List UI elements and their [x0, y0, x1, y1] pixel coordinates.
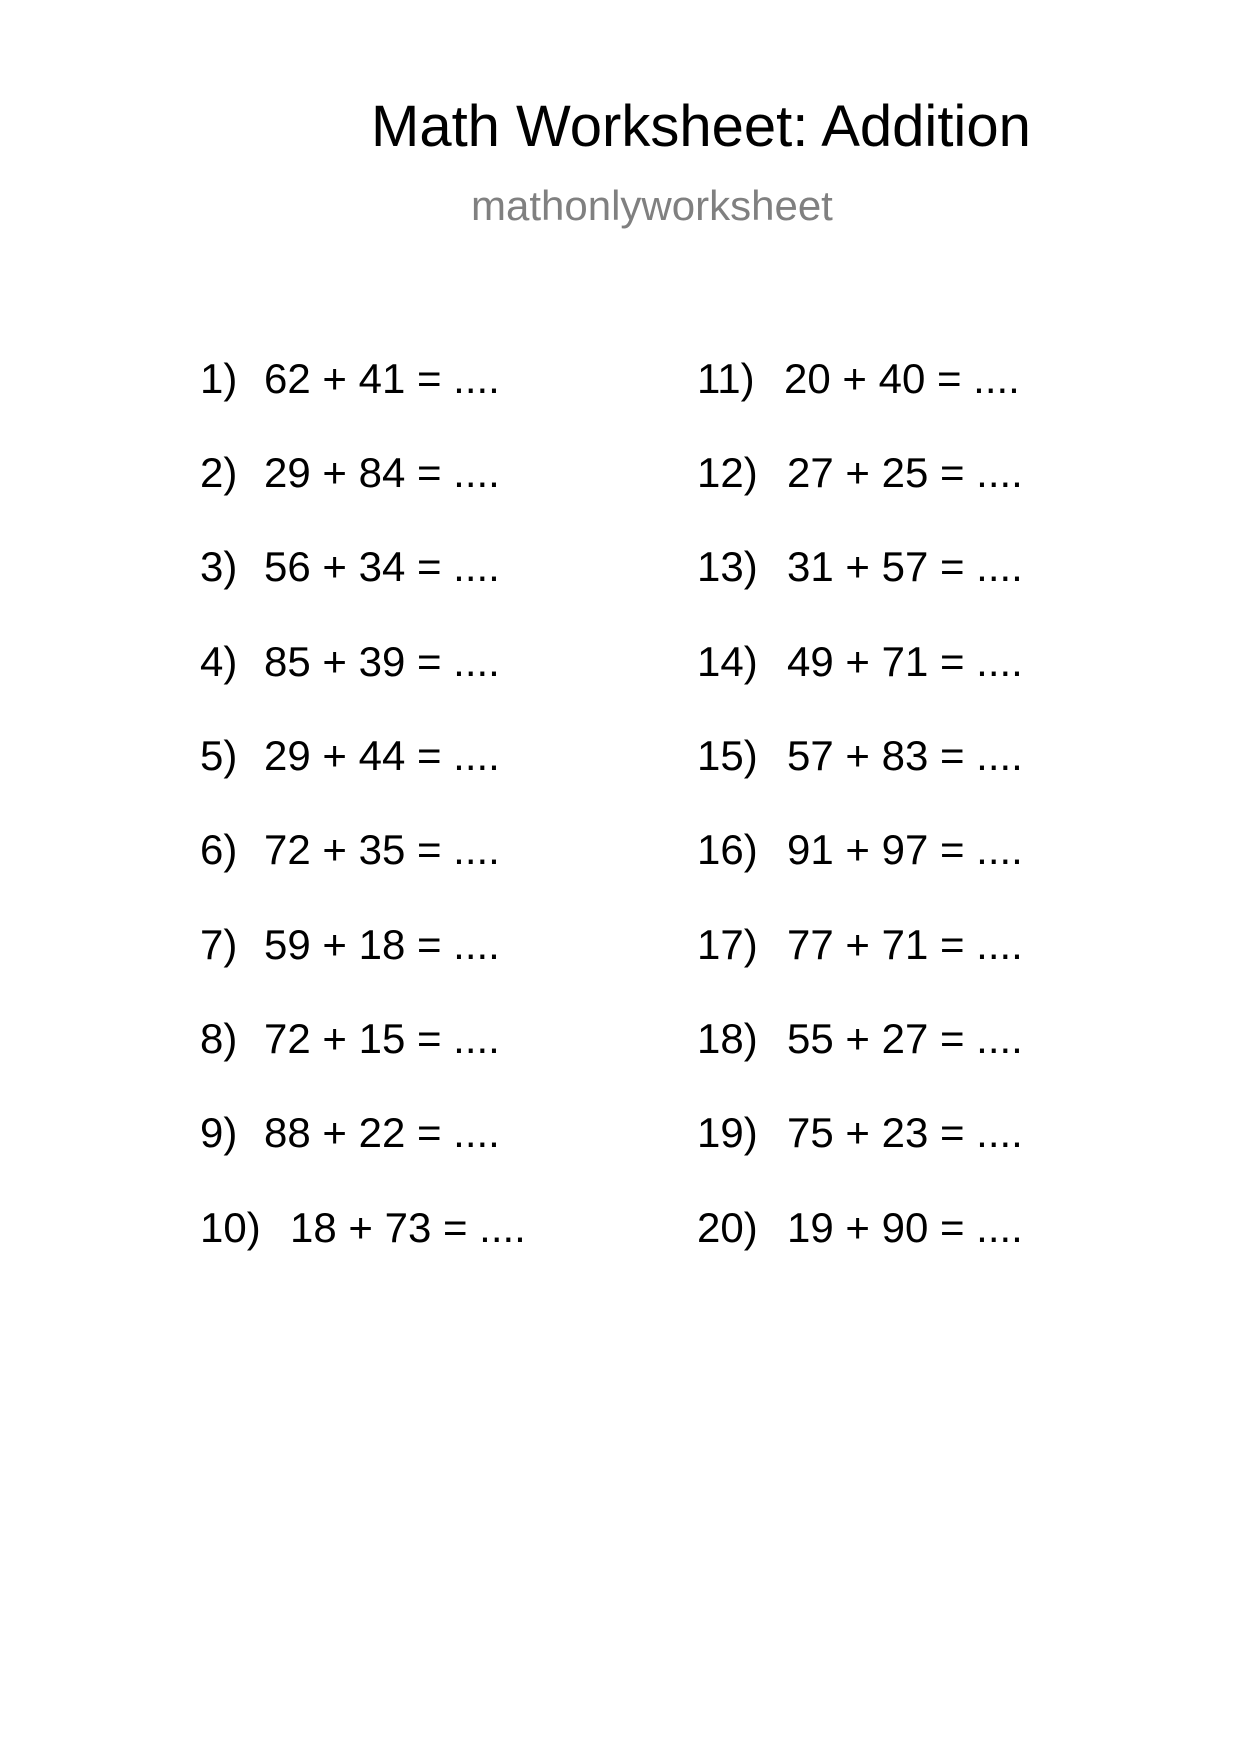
problem-expression: 55 + 27 = .... — [787, 1015, 1023, 1062]
page-subtitle: mathonlyworksheet — [471, 182, 833, 229]
problem-number: 15) — [697, 732, 758, 779]
problem-expression: 57 + 83 = .... — [787, 732, 1023, 779]
problem-expression: 29 + 44 = .... — [264, 732, 500, 779]
problem-item — [200, 355, 500, 402]
problem-number: 2) — [200, 449, 238, 496]
problem-expression: 85 + 39 = .... — [264, 638, 500, 685]
problem-item — [200, 1015, 500, 1062]
problem-item — [200, 1109, 500, 1156]
problem-item — [200, 449, 500, 496]
problem-item — [697, 1015, 1023, 1062]
problem-number: 3) — [200, 543, 238, 590]
problem-expression: 20 + 40 = .... — [784, 355, 1020, 402]
problem-number: 13) — [697, 543, 758, 590]
problem-item — [697, 1204, 1023, 1251]
problem-number: 9) — [200, 1109, 238, 1156]
problem-item — [697, 826, 1023, 873]
problem-number: 6) — [200, 826, 238, 873]
problem-number: 11) — [697, 355, 755, 402]
problem-item — [200, 638, 500, 685]
problem-item — [697, 449, 1023, 496]
problem-expression: 59 + 18 = .... — [264, 921, 500, 968]
problem-item — [200, 732, 500, 779]
problem-number: 17) — [697, 921, 758, 968]
problem-item — [697, 638, 1023, 685]
problem-item — [200, 1204, 526, 1251]
problem-number: 18) — [697, 1015, 758, 1062]
problem-item — [200, 826, 500, 873]
problem-expression: 29 + 84 = .... — [264, 449, 500, 496]
problem-expression: 75 + 23 = .... — [787, 1109, 1023, 1156]
problem-expression: 49 + 71 = .... — [787, 638, 1023, 685]
problem-expression: 77 + 71 = .... — [787, 921, 1023, 968]
problem-item — [697, 355, 1020, 402]
problem-expression: 88 + 22 = .... — [264, 1109, 500, 1156]
problem-number: 10) — [200, 1204, 261, 1251]
problem-item — [200, 543, 500, 590]
problem-number: 14) — [697, 638, 758, 685]
problem-expression: 18 + 73 = .... — [290, 1204, 526, 1251]
problem-expression: 72 + 15 = .... — [264, 1015, 500, 1062]
problem-expression: 56 + 34 = .... — [264, 543, 500, 590]
problem-number: 4) — [200, 638, 238, 685]
problem-expression: 91 + 97 = .... — [787, 826, 1023, 873]
problem-expression: 19 + 90 = .... — [787, 1204, 1023, 1251]
problem-item — [697, 1109, 1023, 1156]
problem-number: 20) — [697, 1204, 758, 1251]
page-title: Math Worksheet: Addition — [371, 94, 1031, 159]
problem-number: 7) — [200, 921, 238, 968]
problem-item — [697, 732, 1023, 779]
problem-number: 1) — [200, 355, 238, 402]
problem-item — [200, 921, 500, 968]
problem-expression: 72 + 35 = .... — [264, 826, 500, 873]
problem-number: 16) — [697, 826, 758, 873]
problem-number: 12) — [697, 449, 758, 496]
problem-expression: 62 + 41 = .... — [264, 355, 500, 402]
problem-number: 5) — [200, 732, 238, 779]
problem-expression: 31 + 57 = .... — [787, 543, 1023, 590]
problem-item — [697, 921, 1023, 968]
problem-number: 8) — [200, 1015, 238, 1062]
problem-number: 19) — [697, 1109, 758, 1156]
problem-expression: 27 + 25 = .... — [787, 449, 1023, 496]
problem-item — [697, 543, 1023, 590]
